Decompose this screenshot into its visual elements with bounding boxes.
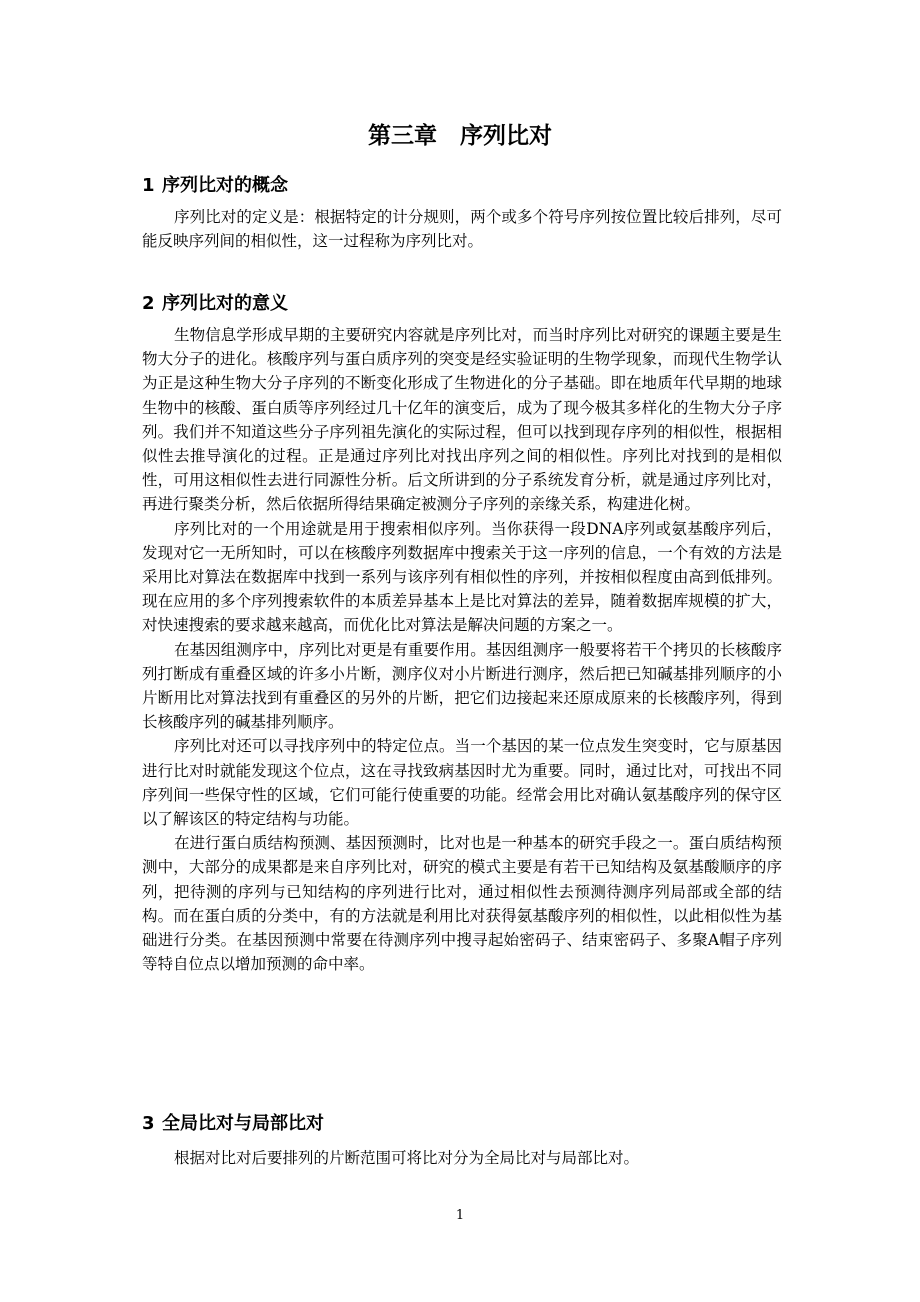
- section-heading: [142, 1110, 782, 1138]
- paragraph: 在进行蛋白质结构预测、基因预测时，比对也是一种基本的研究手段之一。蛋白质结构预测中，大部分的成果都是来自序列比对，研究的模式主要是有若干已知结构及氨基酸顺序的序列，把待测的序列与已知结构的序列进行比对，通过相似性去预测待测序列局部或全部的结构。而在蛋白质的分类中，有的方法就是利用比对获得氨基酸序列的相似性，以此相似性为基础进行分类。在基因预测中常要在待测序列中搜寻起始密码子、结束密码子、多聚A帽子序列等特自位点以增加预测的命中率。: [142, 834, 782, 974]
- section-2: [142, 290, 782, 976]
- section-number: 1: [142, 175, 155, 196]
- paragraph: 在基因组测序中，序列比对更是有重要作用。基因组测序一般要将若干个拷贝的长核酸序列打断成有重叠区域的许多小片断，测序仪对小片断进行测序，然后把已知碱基排列顺序的小片断用比对算法找到有重叠区的另外的片断，把它们边接起来还原成原来的长核酸序列，得到长核酸序列的碱基排列顺序。: [142, 640, 782, 732]
- section-title: 序列比对的概念: [162, 175, 288, 196]
- paragraph: 根据对比对后要排列的片断范围可将比对分为全局比对与局部比对。: [174, 1149, 640, 1167]
- section-title: 序列比对的意义: [162, 293, 288, 314]
- section-heading: [142, 290, 782, 318]
- section-1: [142, 172, 782, 253]
- section-number: 3: [142, 1113, 155, 1134]
- paragraph: 序列比对的定义是：根据特定的计分规则，两个或多个符号序列按位置比较后排列，尽可能反映序列间的相似性，这一过程称为序列比对。: [142, 208, 782, 251]
- paragraph: 序列比对的一个用途就是用于搜索相似序列。当你获得一段DNA序列或氨基酸序列后，发现对它一无所知时，可以在核酸序列数据库中搜索关于这一序列的信息，一个有效的方法是采用比对算法在数据库中找到一系列与该序列有相似性的序列，并按相似程度由高到低排列。现在应用的多个序列搜索软件的本质差异基本上是比对算法的差异，随着数据库规模的扩大，对快速搜索的要求越来越高，而优化比对算法是解决问题的方案之一。: [142, 519, 782, 635]
- paragraph: 序列比对还可以寻找序列中的特定位点。当一个基因的某一位点发生突变时，它与原基因进行比对时就能发现这个位点，这在寻找致病基因时尤为重要。同时，通过比对，可找出不同序列间一些保守性的区域，它们可能行使重要的功能。经常会用比对确认氨基酸序列的保守区以了解该区的特定结构与功能。: [142, 737, 782, 829]
- page-number: 1: [455, 1208, 465, 1223]
- section-title: 全局比对与局部比对: [162, 1113, 324, 1134]
- paragraph: 生物信息学形成早期的主要研究内容就是序列比对，而当时序列比对研究的课题主要是生物大分子的进化。核酸序列与蛋白质序列的突变是经实验证明的生物学现象，而现代生物学认为正是这种生物大分子序列的不断变化形成了生物进化的分子基础。即在地质年代早期的地球生物中的核酸、蛋白质等序列经过几十亿年的演变后，成为了现今极其多样化的生物大分子序列。我们并不知道这些分子序列祖先演化的实际过程，但可以找到现存序列的相似性，根据相似性去推导演化的过程。正是通过序列比对找出序列之间的相似性。序列比对找到的是相似性，可用这相似性去进行同源性分析。后文所讲到的分子系统发育分析，就是通过序列比对，再进行聚类分析，然后依据所得结果确定被测分子序列的亲缘关系，构建进化树。: [142, 326, 782, 514]
- section-heading: [142, 172, 782, 200]
- section-number: 2: [142, 293, 155, 314]
- chapter-title: 第三章 序列比对: [368, 123, 552, 149]
- section-3: [142, 1110, 782, 1170]
